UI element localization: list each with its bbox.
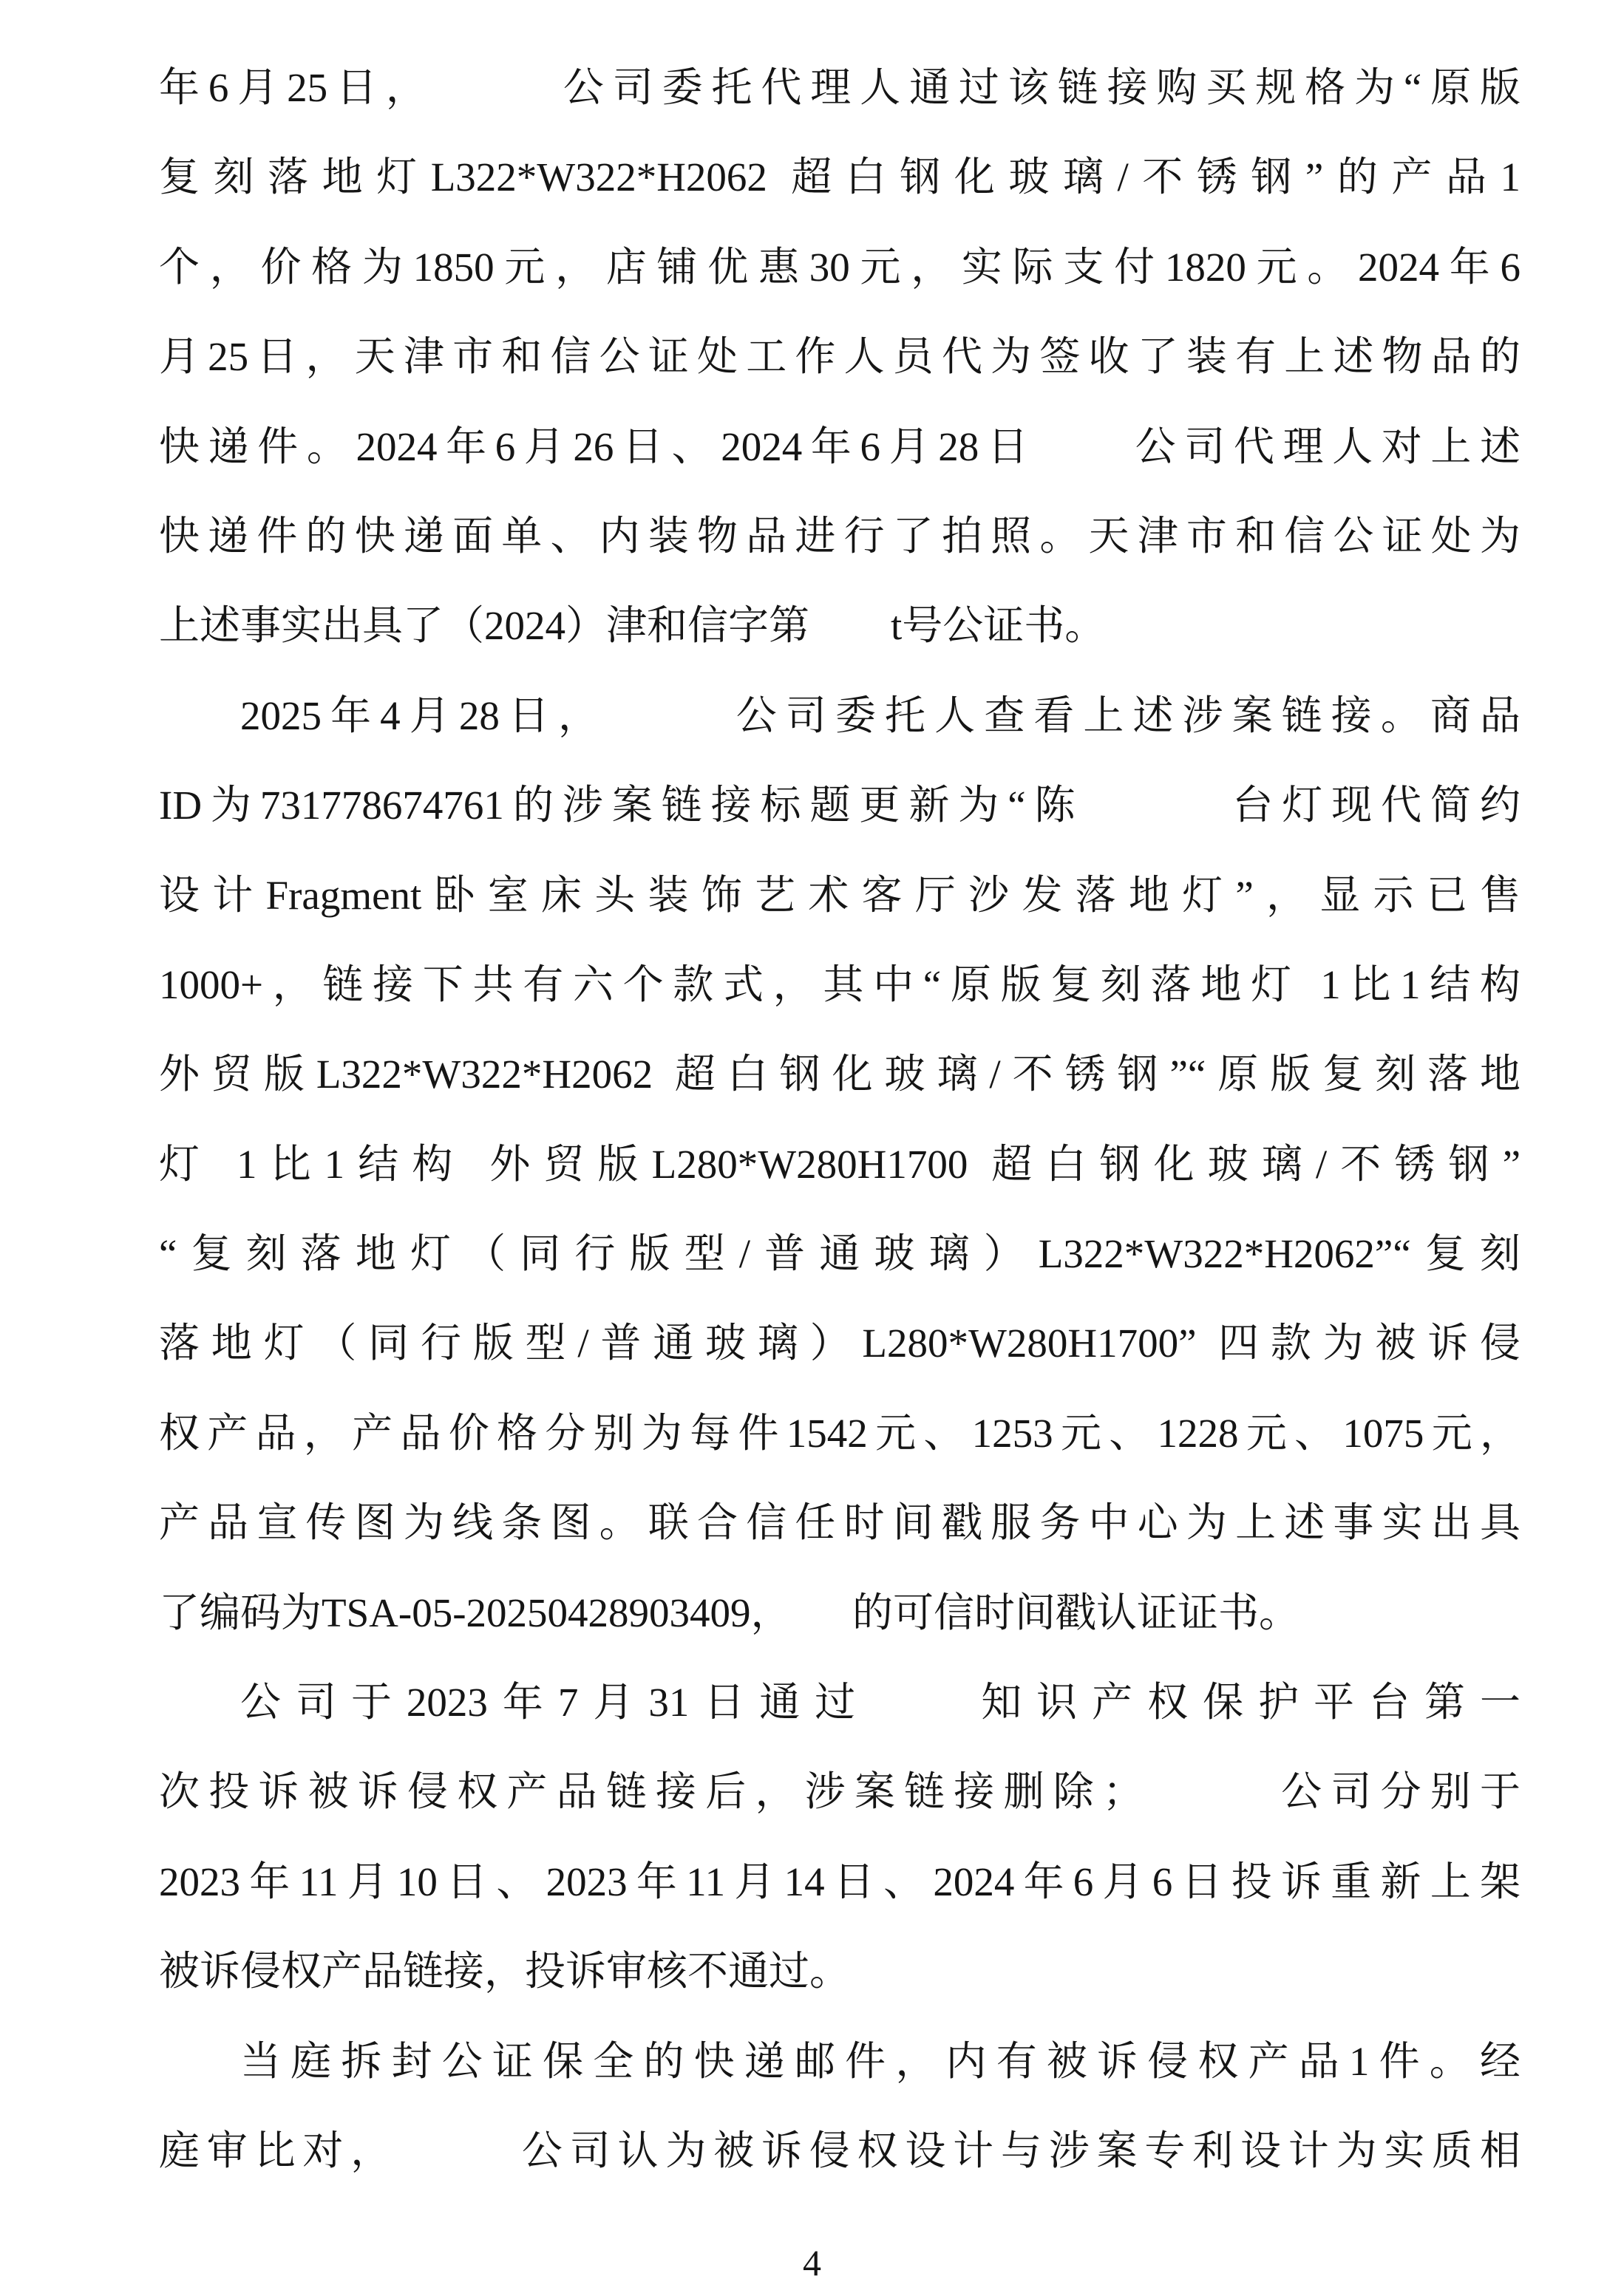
text-line: 2025年4月28日， 公司委托人查看上述涉案链接。商品 — [240, 692, 1521, 738]
text-line: 次投诉被诉侵权产品链接后，涉案链接删除； 公司分别于 — [159, 1769, 1521, 1815]
text-line: ID为731778674761的涉案链接标题更新为“陈 台灯现代简约 — [159, 783, 1521, 828]
text-line: 年6月25日， 公司委托代理人通过该链接购买规格为“原版 — [159, 65, 1521, 110]
document-body — [159, 43, 1521, 2195]
text-line: 上述事实出具了（2024）津和信字第 t号公证书。 — [159, 603, 1106, 649]
text-line: 快递件。2024年6月26日、2024年6月28日 公司代理人对上述 — [159, 423, 1521, 469]
text-line: 月25日，天津市和信公证处工作人员代为签收了装有上述物品的 — [159, 334, 1521, 380]
text-line: 权产品，产品价格分别为每件1542元、1253元、1228元、1075元， — [159, 1410, 1521, 1456]
text-line: 个，价格为1850元，店铺优惠30元，实际支付1820元。2024年6 — [159, 244, 1521, 290]
text-line: 2023年11月10日、2023年11月14日、2024年6月6日投诉重新上架 — [159, 1859, 1521, 1904]
text-line: 复刻落地灯L322*W322*H2062 超白钢化玻璃/不锈钢”的产品1 — [159, 154, 1521, 200]
text-line: 产品宣传图为线条图。联合信任时间戳服务中心为上述事实出具 — [159, 1500, 1521, 1546]
text-line: 当庭拆封公证保全的快递邮件，内有被诉侵权产品1件。经 — [240, 2038, 1521, 2084]
text-line: 1000+，链接下共有六个款式，其中“原版复刻落地灯 1比1结构 — [159, 961, 1521, 1007]
text-line: “复刻落地灯（同行版型/普通玻璃）L322*W322*H2062”“复刻 — [159, 1231, 1521, 1277]
text-line: 外贸版L322*W322*H2062 超白钢化玻璃/不锈钢”“原版复刻落地 — [159, 1052, 1521, 1097]
page-number: 4 — [803, 2242, 821, 2283]
text-line: 落地灯（同行版型/普通玻璃）L280*W280H1700” 四款为被诉侵 — [159, 1321, 1521, 1366]
text-line: 庭审比对， 公司认为被诉侵权设计与涉案专利设计为实质相 — [159, 2128, 1521, 2173]
text-line: 快递件的快递面单、内装物品进行了拍照。天津市和信公证处为 — [159, 513, 1521, 559]
text-line: 被诉侵权产品链接，投诉审核不通过。 — [159, 1949, 851, 1994]
text-line: 公司于2023年7月31日通过 知识产权保护平台第一 — [240, 1680, 1521, 1726]
text-line: 设计Fragment卧室床头装饰艺术客厅沙发落地灯”，显示已售 — [159, 872, 1521, 918]
text-line: 了编码为TSA-05-20250428903409， 的可信时间戳认证证书。 — [159, 1590, 1300, 1635]
text-line: 灯 1比1结构 外贸版L280*W280H1700 超白钢化玻璃/不锈钢” — [159, 1141, 1521, 1187]
